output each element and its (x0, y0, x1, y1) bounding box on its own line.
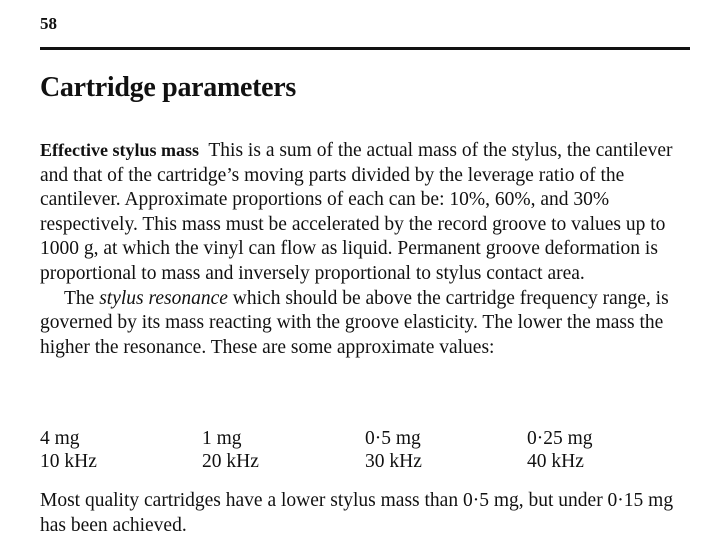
paragraph2-prefix: The (64, 287, 100, 309)
closing-paragraph: Most quality cartridges have a lower stylus mass than 0·5 mg, but under 0·15 mg has been achieved. (40, 490, 674, 536)
paragraph2-rest: which should be above the cartridge frequency range, is governed by its mass reacting with the groove elasticity. The lower the mass the higher the resonance. These are some approximate values: (40, 287, 669, 358)
mass-value: 4 mg (40, 428, 80, 449)
table-row-mass (40, 427, 660, 450)
page-title: Cartridge parameters (40, 72, 297, 103)
mass-value: 0·25 mg (527, 428, 593, 449)
paragraph1-text: This is a sum of the actual mass of the stylus, the cantilever and that of the cartridge’s moving parts divided by the leverage ratio of the cantilever. Approximate proportions of each can be: 10%, 60%, and 30% respectively. This mass must be accelerated by the record groove to values up to 1000 g, at which the vinyl can flow as liquid. Permanent groove deformation is proportional to mass and inversely proportional to stylus contact area. (40, 140, 673, 284)
table-row-frequency (40, 450, 660, 473)
paragraph-effective-stylus-mass (40, 138, 695, 287)
frequency-value: 10 kHz (40, 451, 97, 472)
frequency-value: 30 kHz (365, 451, 422, 472)
paragraph-stylus-resonance (40, 287, 695, 361)
body-text (40, 138, 695, 360)
mass-value: 0·5 mg (365, 428, 421, 449)
header-rule (40, 47, 690, 50)
page-number: 58 (40, 14, 57, 33)
run-in-title: Effective stylus mass (40, 140, 199, 160)
stylus-resonance-term: stylus resonance (99, 287, 228, 309)
stylus-mass-resonance-table (40, 427, 660, 473)
mass-value: 1 mg (202, 428, 242, 449)
frequency-value: 20 kHz (202, 451, 259, 472)
frequency-value: 40 kHz (527, 451, 584, 472)
